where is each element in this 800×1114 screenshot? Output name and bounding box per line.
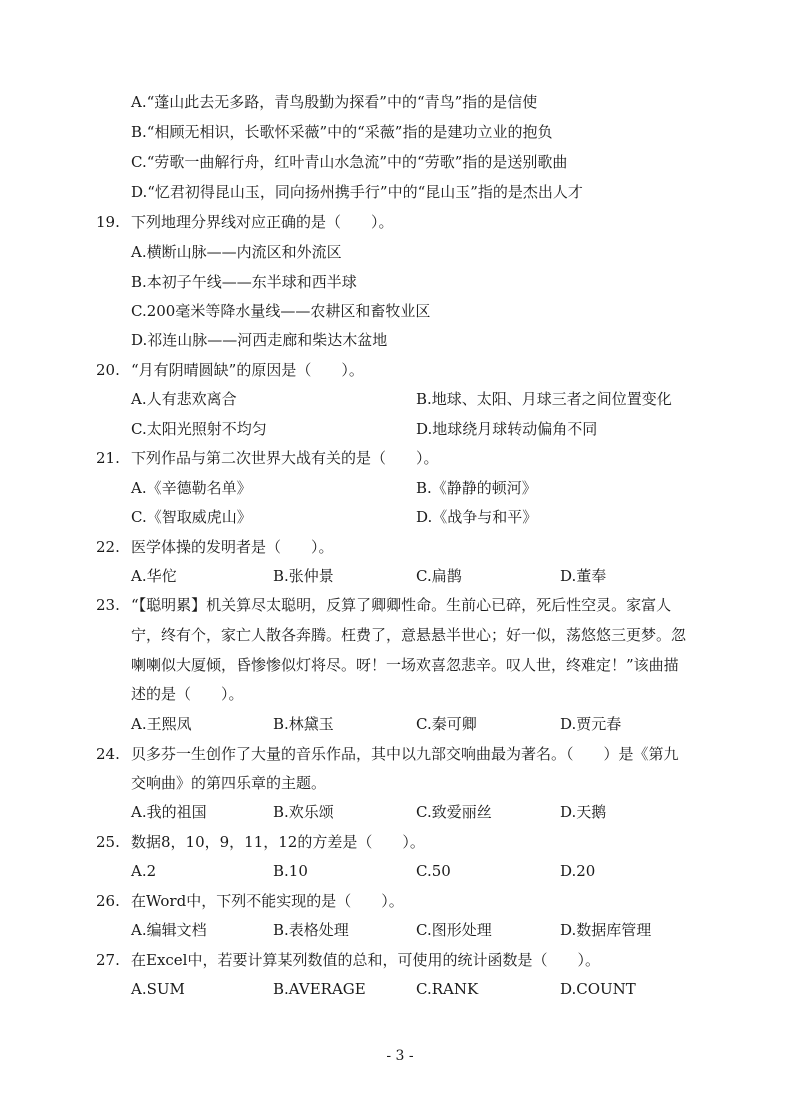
option-b: B.本初子午线——东半球和西半球 bbox=[131, 273, 357, 291]
question-stem: 在Word中，下列不能实现的是（ ）。 bbox=[131, 892, 404, 910]
option-b: B.AVERAGE bbox=[273, 980, 366, 998]
option-d: D.天鹅 bbox=[560, 803, 607, 821]
question-stem: 交响曲》的第四乐章的主题。 bbox=[131, 774, 327, 792]
question-stem: 述的是（ ）。 bbox=[131, 685, 244, 703]
option-d: D.《战争与和平》 bbox=[416, 508, 538, 526]
question-stem: 数据8，10，9，11，12的方差是（ ）。 bbox=[131, 833, 425, 851]
question-number: 21. bbox=[96, 449, 120, 467]
q18-option-a: A.“蓬山此去无多路，青鸟殷勤为探看”中的“青鸟”指的是信使 bbox=[131, 93, 538, 111]
option-c: C.50 bbox=[416, 862, 451, 880]
option-b: B.林黛玉 bbox=[273, 715, 334, 733]
option-c: C.秦可卿 bbox=[416, 715, 477, 733]
question-stem: 宁，终有个，家亡人散各奔腾。枉费了，意悬悬半世心；好一似，荡悠悠三更梦。忽 bbox=[131, 626, 687, 644]
option-b: B.欢乐颂 bbox=[273, 803, 334, 821]
option-d: D.数据库管理 bbox=[560, 921, 652, 939]
option-a: A.我的祖国 bbox=[131, 803, 207, 821]
question-number: 22. bbox=[96, 538, 120, 556]
option-d: D.贾元春 bbox=[560, 715, 622, 733]
option-b: B.《静静的顿河》 bbox=[416, 479, 537, 497]
option-c: C.扁鹊 bbox=[416, 567, 462, 585]
option-d: D.董奉 bbox=[560, 567, 607, 585]
option-b: B.张仲景 bbox=[273, 567, 334, 585]
option-d: D.COUNT bbox=[560, 980, 636, 998]
question-stem: 医学体操的发明者是（ ）。 bbox=[131, 538, 334, 556]
question-stem: 下列作品与第二次世界大战有关的是（ ）。 bbox=[131, 449, 439, 467]
q18-option-b: B.“相顾无相识，长歌怀采薇”中的“采薇”指的是建功立业的抱负 bbox=[131, 123, 553, 141]
option-c: C.太阳光照射不均匀 bbox=[131, 420, 267, 438]
option-a: A.SUM bbox=[131, 980, 185, 998]
option-a: A.《辛德勒名单》 bbox=[131, 479, 252, 497]
option-b: B.10 bbox=[273, 862, 308, 880]
option-d: D.地球绕月球转动偏角不同 bbox=[416, 420, 598, 438]
question-stem: 喇喇似大厦倾，昏惨惨似灯将尽。呀！一场欢喜忽悲辛。叹人世，终难定！”该曲描 bbox=[131, 656, 679, 674]
option-b: B.地球、太阳、月球三者之间位置变化 bbox=[416, 390, 672, 408]
option-a: A.编辑文档 bbox=[131, 921, 207, 939]
option-d: D.20 bbox=[560, 862, 596, 880]
question-number: 25. bbox=[96, 833, 120, 851]
question-number: 20. bbox=[96, 361, 120, 379]
option-b: B.表格处理 bbox=[273, 921, 349, 939]
question-number: 27. bbox=[96, 951, 120, 969]
question-stem: “【聪明累】机关算尽太聪明，反算了卿卿性命。生前心已碎，死后性空灵。家富人 bbox=[131, 596, 672, 614]
question-number: 26. bbox=[96, 892, 120, 910]
option-c: C.RANK bbox=[416, 980, 479, 998]
option-c: C.《智取威虎山》 bbox=[131, 508, 252, 526]
option-a: A.人有悲欢离合 bbox=[131, 390, 237, 408]
option-c: C.致爱丽丝 bbox=[416, 803, 492, 821]
question-stem: “月有阴晴圆缺”的原因是（ ）。 bbox=[131, 361, 364, 379]
q18-option-c: C.“劳歌一曲解行舟，红叶青山水急流”中的“劳歌”指的是送别歌曲 bbox=[131, 153, 568, 171]
question-stem: 在Excel中，若要计算某列数值的总和，可使用的统计函数是（ ）。 bbox=[131, 951, 600, 969]
page-number: - 3 - bbox=[386, 1048, 414, 1064]
option-a: A.王熙凤 bbox=[131, 715, 192, 733]
option-c: C.200毫米等降水量线——农耕区和畜牧业区 bbox=[131, 302, 431, 320]
question-number: 24. bbox=[96, 745, 120, 763]
q18-option-d: D.“忆君初得昆山玉，同向扬州携手行”中的“昆山玉”指的是杰出人才 bbox=[131, 183, 583, 201]
option-c: C.图形处理 bbox=[416, 921, 492, 939]
option-a: A.横断山脉——内流区和外流区 bbox=[131, 243, 342, 261]
question-number: 19. bbox=[96, 213, 120, 231]
option-a: A.2 bbox=[131, 862, 157, 880]
question-stem: 下列地理分界线对应正确的是（ ）。 bbox=[131, 213, 394, 231]
option-d: D.祁连山脉——河西走廊和柴达木盆地 bbox=[131, 331, 388, 349]
question-stem: 贝多芬一生创作了大量的音乐作品，其中以九部交响曲最为著名。（ ）是《第九 bbox=[131, 745, 679, 763]
option-a: A.华佗 bbox=[131, 567, 177, 585]
question-number: 23. bbox=[96, 596, 120, 614]
